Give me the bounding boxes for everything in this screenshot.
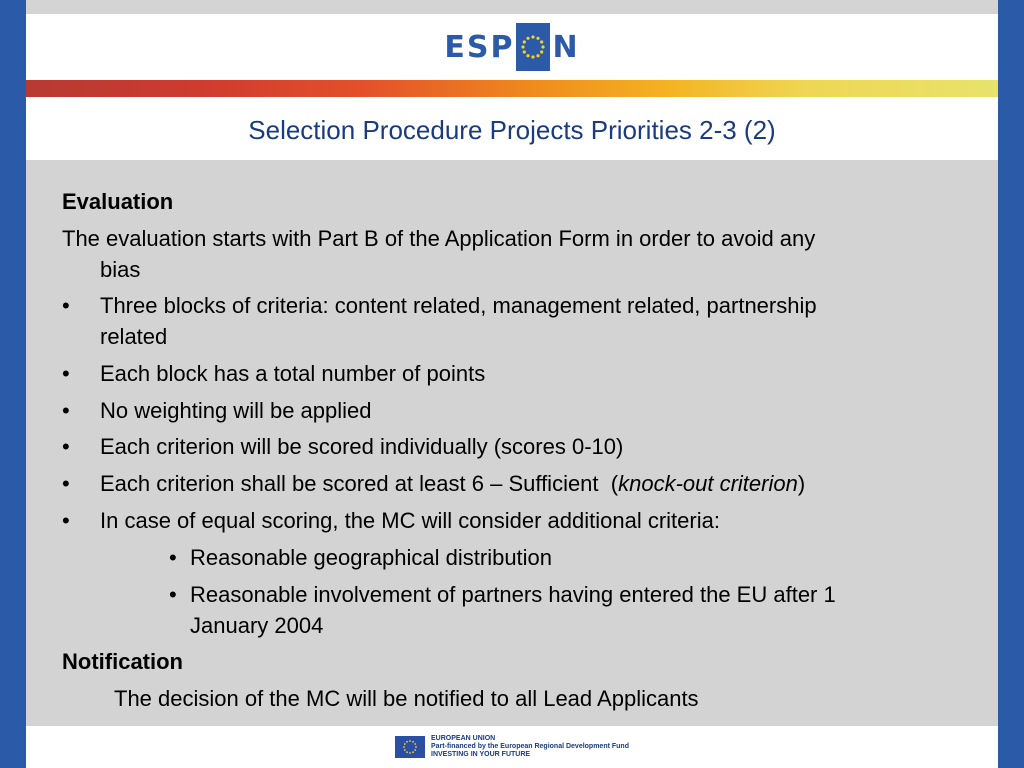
footer-line-1: EUROPEAN UNION: [431, 735, 496, 742]
bullet-marker: •: [62, 434, 70, 459]
sub-bullet-marker: •: [169, 582, 177, 607]
slide-title: Selection Procedure Projects Priorities 2-3 (2): [248, 114, 776, 145]
bullet-marker: •: [62, 471, 70, 496]
top-strip: [26, 0, 998, 14]
sub-bullet-marker: •: [169, 545, 177, 570]
left-side-bar: [0, 0, 26, 768]
right-side-bar: [998, 0, 1024, 768]
notification-heading: Notification: [62, 649, 183, 674]
bullet-5-main: Each criterion shall be scored at least 6 – Sufficient (: [100, 471, 619, 496]
espon-logo-mark: [444, 23, 579, 71]
bullet-marker: •: [62, 398, 70, 423]
map-banner: [26, 80, 998, 97]
footer: [26, 726, 998, 768]
bullet-1-line-1: Three blocks of criteria: content related, management related, partnership: [100, 293, 817, 318]
logo-text-right: N: [552, 29, 580, 65]
eu-flag-icon: [395, 736, 425, 758]
intro-line-1: The evaluation starts with Part B of the Application Form in order to avoid any: [62, 226, 816, 251]
footer-line-3: INVESTING IN YOUR FUTURE: [431, 751, 531, 758]
notification-text: The decision of the MC will be notified to all Lead Applicants: [114, 686, 699, 711]
logo-text-left: ESP: [444, 29, 515, 65]
eu-stars-icon: [516, 23, 550, 71]
footer-text: [431, 735, 629, 759]
footer-line-2: Part-financed by the European Regional Development Fund: [431, 743, 629, 750]
content-panel: [26, 160, 998, 726]
bullet-5-close: ): [797, 471, 806, 496]
bullet-3: No weighting will be applied: [100, 398, 372, 423]
sub-bullet-2-line-1: Reasonable involvement of partners having entered the EU after 1: [190, 582, 836, 607]
bullet-marker: •: [62, 293, 70, 318]
evaluation-heading: Evaluation: [62, 189, 174, 214]
bullet-6: In case of equal scoring, the MC will consider additional criteria:: [100, 508, 720, 533]
sub-bullet-1: Reasonable geographical distribution: [190, 545, 553, 570]
sub-bullet-2-line-2: January 2004: [190, 613, 324, 638]
bullet-5: [100, 468, 805, 499]
bullet-5-italic: knock-out criterion: [618, 471, 798, 496]
bullet-marker: •: [62, 508, 70, 533]
bullet-4: Each criterion will be scored individually (scores 0-10): [100, 434, 624, 459]
bullet-2: Each block has a total number of points: [100, 361, 486, 386]
bullet-marker: •: [62, 361, 70, 386]
bullet-1-line-2: related: [100, 324, 168, 349]
espon-logo: [0, 14, 1024, 80]
intro-line-2: bias: [100, 257, 141, 282]
